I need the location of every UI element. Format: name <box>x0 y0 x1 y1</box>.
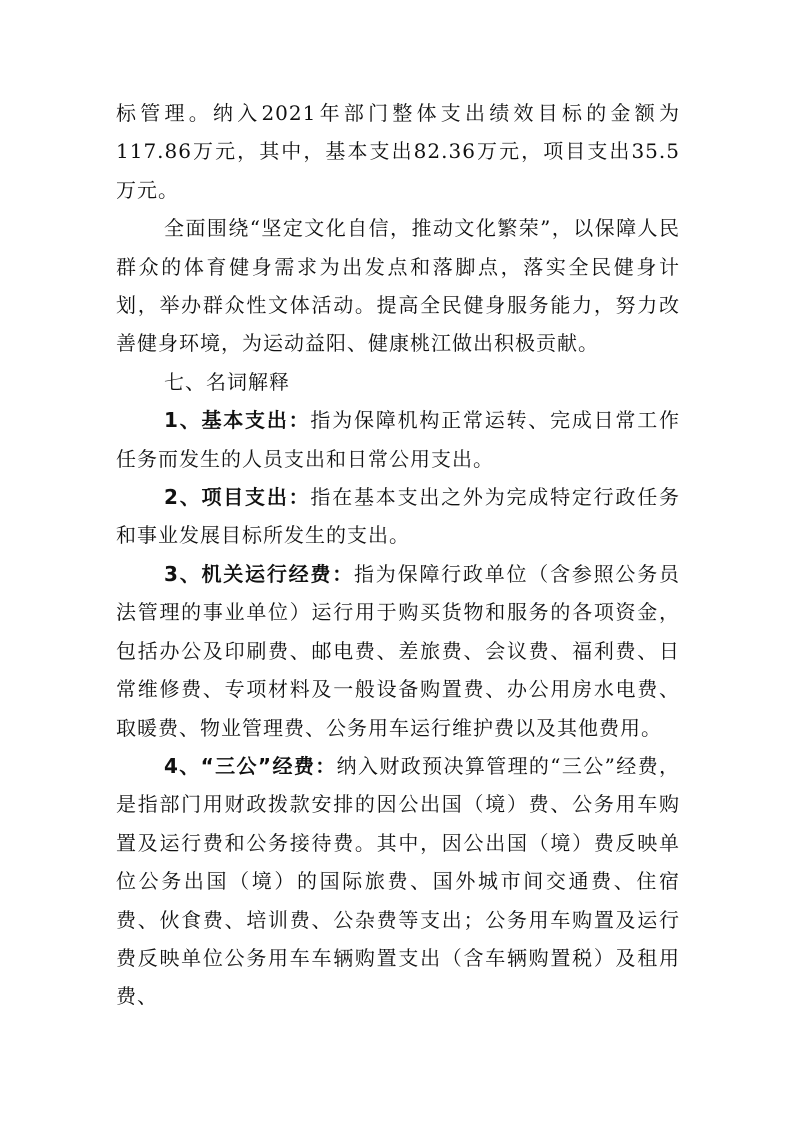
definition-term: 4、“三公”经费： <box>164 753 337 778</box>
definition-operating-funds <box>116 555 680 747</box>
paragraph-culture-goals: 全面围绕“坚定文化自信，推动文化繁荣”，以保障人民群众的体育健身需求为出发点和落脚点，落实全民健身计划，举办群众性文体活动。提高全民健身服务能力，努力改善健身环境，为运动益阳、健康桃江做出积极贡献。 <box>116 216 680 356</box>
definition-term: 3、机关运行经费： <box>164 561 354 586</box>
document-body <box>116 94 680 1016</box>
definition-text: 纳入财政预决算管理的“三公”经费，是指部门用财政拨款安排的因公出国（境）费、公务用车购置及运行费和公务接待费。其中，因公出国（境）费反映单位公务出国（境）的国际旅费、国外城市间交通费、住宿费、伙食费、培训费、公杂费等支出；公务用车购置及运行费反映单位公务用车车辆购置支出（含车辆购置税）及租用费、 <box>116 753 680 1009</box>
definition-text: 指在基本支出之外为完成特定行政任务和事业发展目标所发生的支出。 <box>116 485 680 548</box>
section-heading: 七、名词解释 <box>164 369 290 394</box>
definition-term: 2、项目支出： <box>164 485 311 510</box>
paragraph-performance-target: 标管理。纳入2021年部门整体支出绩效目标的金额为117.86万元，其中，基本支出82.36万元，项目支出35.5万元。 <box>116 101 680 202</box>
definition-three-public-funds <box>116 747 680 1016</box>
definition-project-expenditure <box>116 478 680 555</box>
definition-text: 指为保障机构正常运转、完成日常工作任务而发生的人员支出和日常公用支出。 <box>116 408 680 471</box>
definition-text: 指为保障行政单位（含参照公务员法管理的事业单位）运行用于购买货物和服务的各项资金，包括办公及印刷费、邮电费、差旅费、会议费、福利费、日常维修费、专项材料及一般设备购置费、办公用房水电费、取暖费、物业管理费、公务用车运行维护费以及其他费用。 <box>116 561 681 740</box>
definition-basic-expenditure <box>116 401 680 478</box>
definition-term: 1、基本支出： <box>164 408 311 433</box>
